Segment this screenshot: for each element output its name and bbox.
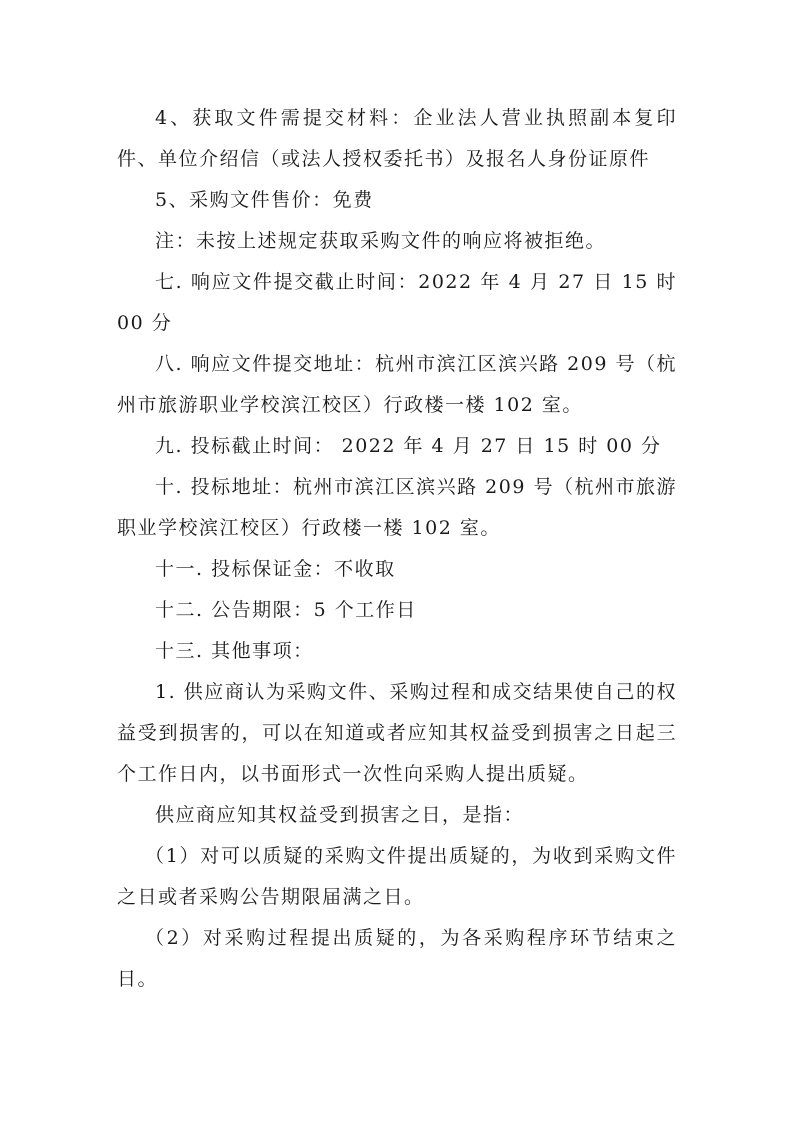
paragraph-bid-address: 十. 投标地址：杭州市滨江区滨兴路 209 号（杭州市旅游职业学校滨江校区）行政楼一楼 102 室。: [117, 476, 677, 539]
paragraph-required-materials: 4、获取文件需提交材料：企业法人营业执照副本复印件、单位介绍信（或法人授权委托书）及报名人身份证原件: [117, 107, 677, 170]
paragraph-response-address: 八. 响应文件提交地址：杭州市滨江区滨兴路 209 号（杭州市旅游职业学校滨江校区）行政楼一楼 102 室。: [117, 353, 677, 416]
paragraph-bid-deadline: 九. 投标截止时间： 2022 年 4 月 27 日 15 时 00 分: [155, 435, 662, 457]
paragraph-challenge-rule: 1. 供应商认为采购文件、采购过程和成交结果使自己的权益受到损害的，可以在知道或者应知其权益受到损害之日起三个工作日内，以书面形式一次性向采购人提出质疑。: [117, 681, 677, 785]
paragraph-other-matters: 十三. 其他事项：: [155, 640, 314, 662]
paragraph-challenge-date-definition: 供应商应知其权益受到损害之日，是指：: [155, 804, 525, 826]
paragraph-bid-bond: 十一. 投标保证金：不收取: [155, 558, 396, 580]
paragraph-document-price: 5、采购文件售价：免费: [155, 189, 374, 211]
paragraph-response-deadline: 七. 响应文件提交截止时间：2022 年 4 月 27 日 15 时 00 分: [117, 271, 677, 334]
document-body: [117, 98, 677, 1000]
paragraph-challenge-item-1: （1）对可以质疑的采购文件提出质疑的，为收到采购文件之日或者采购公告期限届满之日。: [117, 845, 677, 908]
paragraph-notice-period: 十二. 公告期限：5 个工作日: [155, 599, 417, 621]
paragraph-challenge-item-2: （2）对采购过程提出质疑的，为各采购程序环节结束之日。: [117, 927, 677, 990]
paragraph-note: 注：未按上述规定获取采购文件的响应将被拒绝。: [155, 230, 607, 252]
